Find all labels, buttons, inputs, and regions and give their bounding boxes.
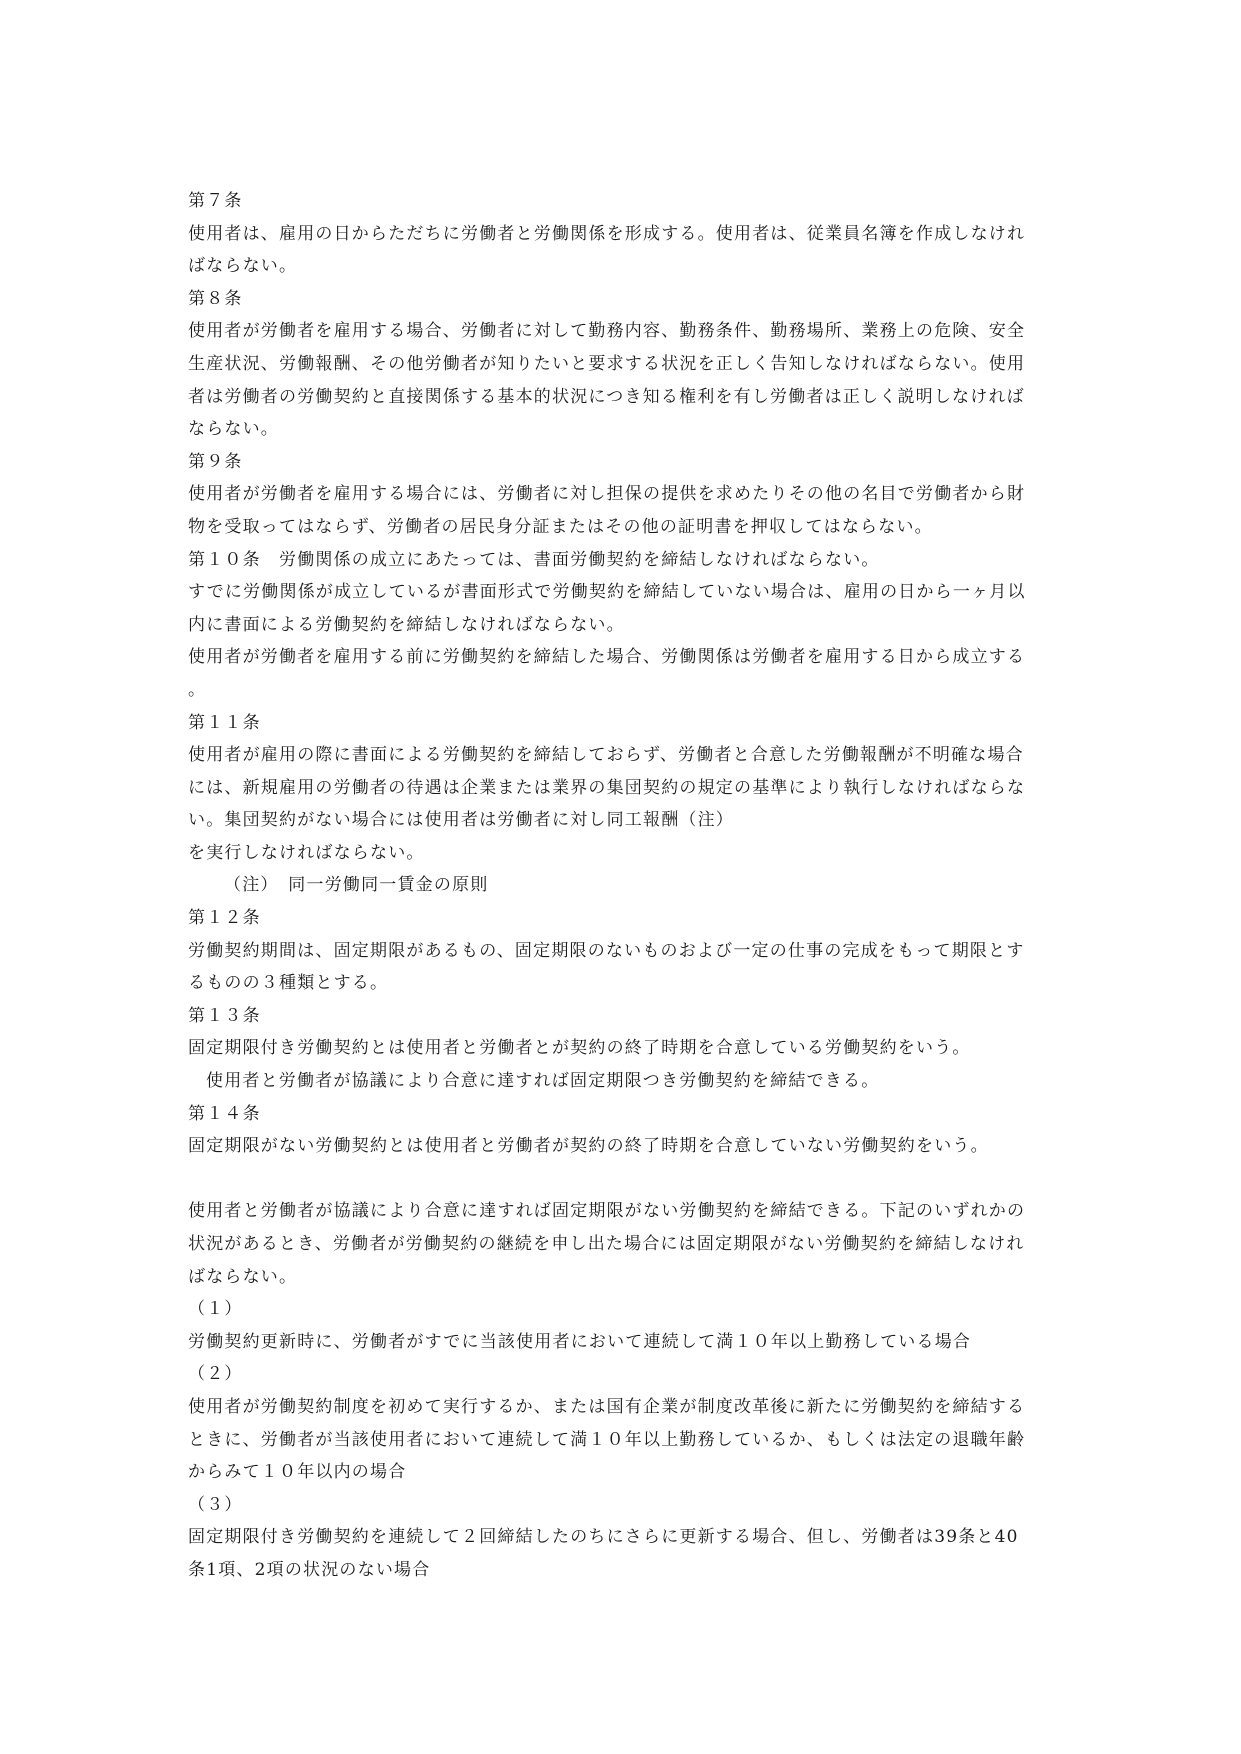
article-8-heading: 第８条	[188, 288, 243, 309]
item-2-text-line: からみて１０年以内の場合	[188, 1462, 407, 1483]
footnote-note: （注） 同一労働同一賃金の原則	[224, 875, 489, 896]
article-13-heading: 第１３条	[188, 1005, 261, 1026]
article-10-text-line: すでに労働関係が成立しているが書面形式で労働契約を締結していない場合は、雇用の日から一ヶ月以	[188, 582, 1026, 603]
article-8-text-line: 者は労働者の労働契約と直接関係する基本的状況につき知る権利を有し労働者は正しく説明しなければ	[188, 386, 1025, 407]
article-10-heading: 第１０条 労働関係の成立にあたっては、書面労働契約を締結しなければならない。	[188, 549, 880, 570]
article-7-text-line: 使用者は、雇用の日からただちに労働者と労働関係を形成する。使用者は、従業員名簿を作成しなけれ	[188, 223, 1026, 244]
blank-line	[188, 1163, 1058, 1196]
article-12-text-line: 労働契約期間は、固定期限があるもの、固定期限のないものおよび一定の仕事の完成をもって期限とす	[188, 940, 1025, 961]
article-9-text-line: 物を受取ってはならず、労働者の居民身分証またはその他の証明書を押収してはならない。	[188, 516, 933, 537]
item-3-label: （３）	[188, 1494, 243, 1515]
article-13-text-line: 使用者と労働者が協議により合意に達すれば固定期限つき労働契約を締結できる。	[206, 1071, 880, 1092]
article-8-text-line: 使用者が労働者を雇用する場合、労働者に対して勤務内容、勤務条件、勤務場所、業務上の危険、安全	[188, 321, 1026, 342]
article-10-text-line: 。	[188, 679, 207, 700]
article-11-text-line: を実行しなければならない。	[188, 842, 425, 863]
item-2-text-line: 使用者が労働契約制度を初めて実行するか、または国有企業が制度改革後に新たに労働契約を締結する	[188, 1396, 1026, 1417]
article-11-heading: 第１１条	[188, 712, 261, 733]
article-7-heading: 第７条	[188, 191, 243, 211]
article-9-text-line: 使用者が労働者を雇用する場合には、労働者に対し担保の提供を求めたりその他の名目で労働者から財	[188, 484, 1026, 505]
article-8-text-line: 生産状況、労働報酬、その他労働者が知りたいと要求する状況を正しく告知しなければならない。使用	[188, 353, 1026, 374]
item-1-label: （１）	[188, 1299, 243, 1320]
article-8-text-line: ならない。	[188, 419, 279, 440]
article-11-text-line: い。集団契約がない場合には使用者は労働者に対し同工報酬（注）	[188, 810, 734, 831]
item-3-text-line: 固定期限付き労働契約を連続して２回締結したのちにさらに更新する場合、但し、労働者は39条と40	[188, 1527, 1019, 1548]
article-10-text-line: 使用者が労働者を雇用する前に労働契約を締結した場合、労働関係は労働者を雇用する日から成立する	[188, 647, 1026, 668]
item-2-text-line: ときに、労働者が当該使用者において連続して満１０年以上勤務しているか、もしくは法定の退職年齢	[188, 1429, 1026, 1450]
article-11-text-line: 使用者が雇用の際に書面による労働契約を締結しておらず、労働者と合意した労働報酬が不明確な場合	[188, 745, 1024, 766]
article-9-heading: 第９条	[188, 451, 243, 472]
document-body	[188, 185, 1058, 1587]
article-12-text-line: るものの３種類とする。	[188, 973, 389, 994]
article-14-text-line: 使用者と労働者が協議により合意に達すれば固定期限がない労働契約を締結できる。下記のいずれかの	[188, 1201, 1026, 1222]
article-14-heading: 第１４条	[188, 1103, 261, 1124]
article-14-text-line: 状況があるとき、労働者が労働契約の継続を申し出た場合には固定期限がない労働契約を締結しなけれ	[188, 1234, 1025, 1254]
item-3-text-line: 条1項、2項の状況のない場合	[188, 1559, 431, 1580]
article-14-text-line: 固定期限がない労働契約とは使用者と労働者が契約の終了時期を合意していない労働契約をいう。	[188, 1136, 989, 1157]
article-10-text-line: 内に書面による労働契約を締結しなければならない。	[188, 614, 625, 635]
article-14-text-line: ばならない。	[188, 1266, 298, 1287]
item-1-text-line: 労働契約更新時に、労働者がすでに当該使用者において連続して満１０年以上勤務している場合	[188, 1331, 972, 1352]
article-7-text-line: ばならない。	[188, 256, 298, 277]
article-12-heading: 第１２条	[188, 908, 261, 929]
item-2-label: （２）	[188, 1364, 243, 1385]
article-13-text-line: 固定期限付き労働契約とは使用者と労働者とが契約の終了時期を合意している労働契約をいう。	[188, 1038, 971, 1059]
article-11-text-line: には、新規雇用の労働者の待遇は企業または業界の集団契約の規定の基準により執行しなければならな	[188, 777, 1026, 798]
